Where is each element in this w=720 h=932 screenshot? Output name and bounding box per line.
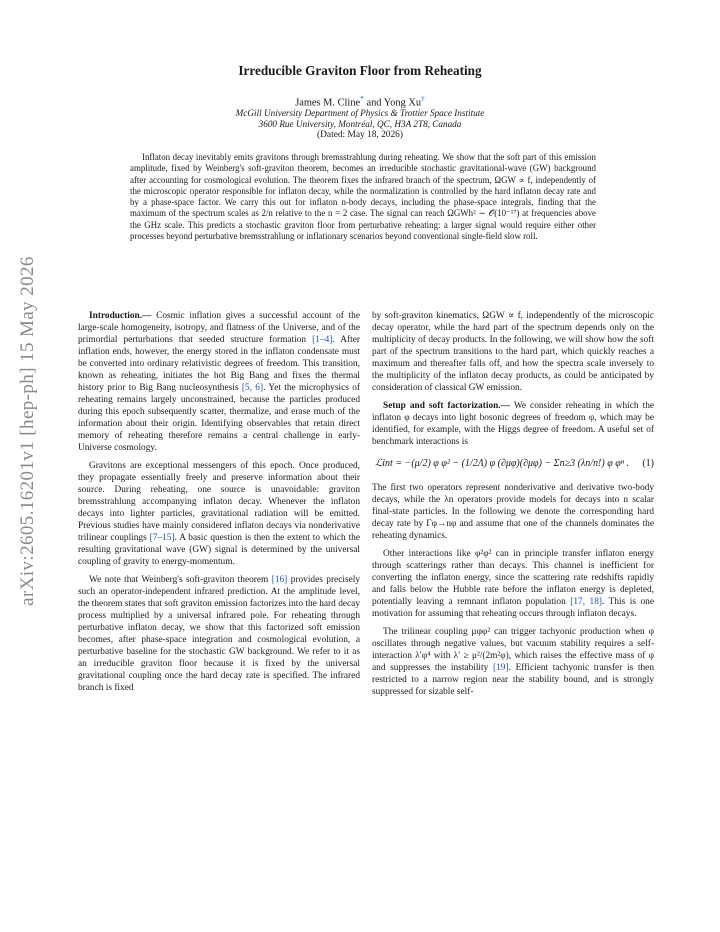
left-column: [78, 310, 360, 700]
author-footnote-link[interactable]: †: [421, 94, 425, 103]
text-run: We consider reheating in which the inflaton φ decays into light bosonic degrees of freedom φ, which may be identified, for example, with the Higgs degree of freedom. A useful set of benchmark interactions is: [372, 401, 655, 447]
paper-title: Irreducible Graviton Floor from Reheating: [238, 63, 482, 78]
paragraph: [372, 400, 654, 448]
text-run: provides precisely such an operator-independent infrared prediction. At the amplitude level, the theorem states that soft graviton emission factorizes into the hard decay process multiplied by a universal infrared pole. For reheating through perturbative inflaton decay, we show that this factorized soft emission becomes, after phase-space integration and cosmological evolution, a perturbative baseline for the stochastic GW background. We refer to it as an irreducible graviton floor because it is fixed by the universal gravitational coupling once the hard decay rate is specified. The infrared branch is fixed: [78, 575, 360, 693]
citation-link[interactable]: [5, 6]: [241, 383, 264, 393]
text-run: The trilinear coupling μφφ² can trigger tachyonic production when φ oscillates through negative values, but vacuum stability requires a self-interaction λ′φ⁴ with λ′ ≥ μ²/(2m²φ), which raises the effective mass of φ and suppresses the instability: [372, 627, 654, 673]
paragraph: [78, 574, 360, 694]
paragraph: [372, 548, 654, 620]
text-run: . Yet the microphysics of reheating remains largely unconstrained, because the particles produced during this epoch subsequently scatter, thermalize, and erase much of the information about their origin. Identifying observables that retain direct memory of reheating therefore remains a central challenge in early-Universe cosmology.: [78, 383, 360, 453]
text-run: . This is one motivation for assuming that reheating occurs through inflaton decays.: [372, 597, 654, 619]
citation-link[interactable]: [17, 18]: [570, 597, 602, 607]
text-run: Cosmic inflation gives a successful account of the large-scale homogeneity, isotropy, and flatness of the Universe, and of the primordial perturbations that seeded structure formation: [78, 311, 360, 345]
text-run: We note that Weinberg's soft-graviton theorem: [89, 575, 272, 585]
equation-body: ℒint = −(μ/2) φ φ² − (1/2Λ) φ (∂μφ)(∂μφ) − Σn≥3 (λn/n!) φ φⁿ .: [375, 458, 629, 469]
citation-link[interactable]: [7–15]: [149, 533, 175, 543]
paragraph: [78, 310, 360, 454]
text-run: Gravitons are exceptional messengers of this epoch. Once produced, they propagate essentially freely and preserve information about their source. During reheating, one source is unavoidable: graviton bremsstrahlung accompanying inflaton decay. Whenever the inflaton decays into lighter particles, gravitational radiation will be emitted. Previous studies have mainly considered inflaton decays via nonderivative trilinear couplings: [78, 461, 360, 543]
text-run: . After inflation ends, however, the energy stored in the inflaton condensate must be converted into ordinary relativistic degrees of freedom. This transition, known as reheating, initiates the hot Big Bang and fixes the thermal history prior to Big Bang nucleosynthesis: [78, 335, 360, 393]
paragraph: [372, 626, 654, 698]
date-line: (Dated: May 18, 2026): [317, 130, 403, 140]
author-line: [0, 94, 720, 108]
citation-link[interactable]: [16]: [271, 575, 288, 585]
equation-number: (1): [642, 458, 654, 469]
section-heading: Introduction.—: [89, 311, 152, 321]
author-footnote-link[interactable]: *: [360, 94, 364, 103]
author-name: Yong Xu: [383, 97, 422, 109]
affiliation-line: 3600 Rue University, Montréal, QC, H3A 2T8, Canada: [258, 119, 462, 129]
citation-link[interactable]: [19]: [492, 663, 509, 673]
arxiv-id-label: arXiv:2605.16201v1 [hep-ph] 15 May 2026: [17, 256, 38, 606]
paragraph: [78, 460, 360, 568]
arxiv-sidebar-stamp: [6, 230, 50, 640]
citation-link[interactable]: [1–4]: [312, 335, 333, 345]
text-run: . Efficient tachyonic transfer is then restricted to a narrow region near the stability bound, and is strongly suppressed for sizable self-: [372, 663, 654, 697]
equation-1: [372, 458, 654, 470]
author-conjunction: and: [363, 97, 384, 109]
text-run: . A basic question is then the extent to which the resulting gravitational wave (GW) signal is determined by the universal coupling of gravity to energy-momentum.: [78, 533, 360, 567]
author-name: James M. Cline: [295, 97, 361, 109]
paragraph: The first two operators represent nonderivative and derivative two-body decays, while the λn operators provide models for decays into n scalar final-state particles. In the following we denote the corresponding hard decay rate by Γφ→nφ and assume that one of the channels dominates the reheating dynamics.: [372, 483, 654, 541]
paragraph: by soft-graviton kinematics, ΩGW ∝ f, independently of the microscopic decay operator, while the hard part of the spectrum depends only on the multiplicity of decay products. In the following, we will show how the soft part of the spectrum transitions to the hard part, which quickly reaches a maximum and thereafter falls off, and how the spectra scale inversely to the multiplicity of the inflaton decay products, as could be anticipated by consideration of classical GW emission.: [372, 311, 654, 393]
section-heading: Setup and soft factorization.—: [383, 401, 510, 411]
abstract: Inflaton decay inevitably emits gravitons through bremsstrahlung during reheating. We show that the soft part of this emission amplitude, fixed by Weinberg's soft-graviton theorem, becomes an irreducible stochastic gravitational-wave (GW) background after accounting for cosmological evolution. The theorem fixes the infrared branch of the spectrum, ΩGW ∝ f, independently of the microscopic operator responsible for inflaton decay, while the normalization is controlled by the hard inflaton decay rate and by a phase-space factor. We carry this out for inflaton n-body decays, including the phase-space integrals, finding that the maximum of the spectrum scales as 2/n relative to the n = 2 case. The signal can reach ΩGWh² ∼ 𝒪(10⁻¹⁷) at frequencies above the GHz scale. This predicts a stochastic graviton floor from perturbative reheating: a larger signal would require either other processes beyond perturbative bremsstrahlung or inflationary scenarios beyond conventional single-field slow roll.: [130, 152, 596, 242]
text-run: Other interactions like φ²φ² can in principle transfer inflaton energy through scatterings rather than decays. This channel is inefficient for converting the inflaton energy, since the scattering rate redshifts rapidly and falls below the Hubble rate before the inflaton energy is depleted, potentially leaving a remnant inflaton population: [372, 549, 654, 607]
affiliation-line: McGill University Department of Physics & Trottier Space Institute: [235, 108, 485, 118]
right-column: [372, 310, 654, 704]
